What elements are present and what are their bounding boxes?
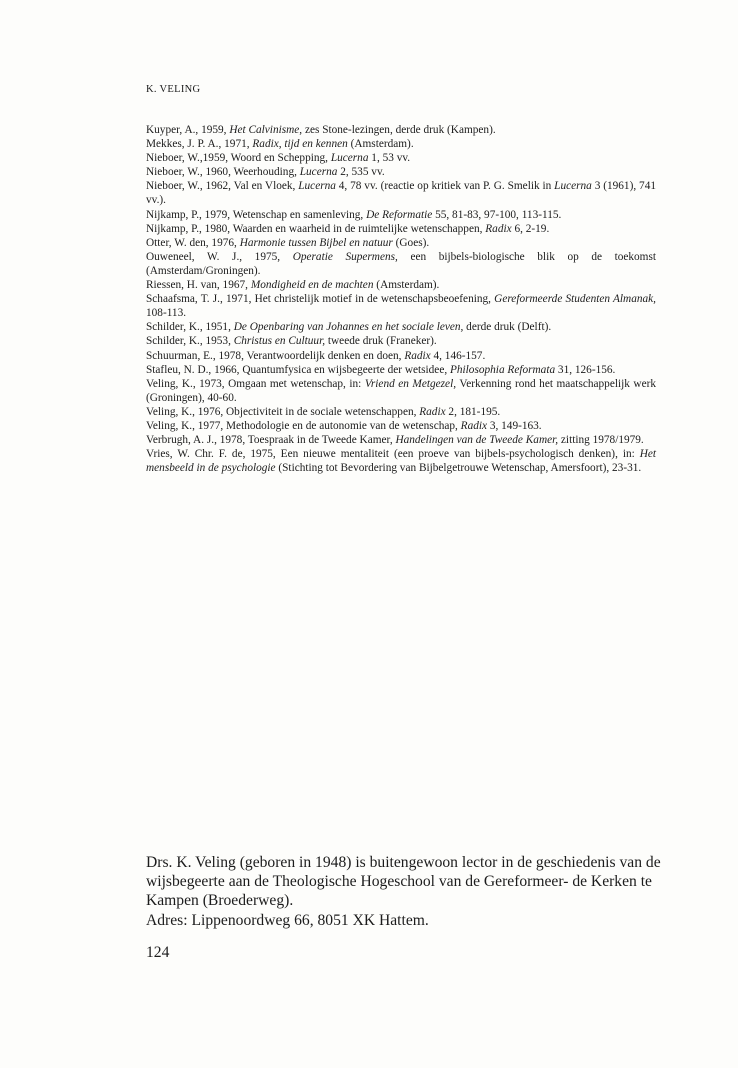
reference-text: een bijbels-biologische blik op de toekomst (Amsterdam/Groningen).: [146, 250, 657, 277]
reference-text: tweede druk (Franeker).: [325, 335, 437, 348]
reference-title-italic: Gereformeerde Studenten Almanak,: [494, 293, 656, 306]
reference-text: (Goes).: [392, 236, 430, 249]
reference-entry: [146, 165, 656, 179]
reference-text: Otter, W. den, 1976,: [146, 236, 240, 249]
reference-text: (Stichting tot Bevordering van Bijbelgetrouwe Wetenschap, Amersfoort), 23-31.: [275, 462, 642, 475]
reference-entry: [146, 447, 656, 475]
reference-text: Nieboer, W., 1962, Val en Vloek,: [146, 180, 299, 193]
reference-entry: [146, 292, 656, 320]
reference-text: Mekkes, J. P. A., 1971,: [146, 138, 253, 151]
reference-text: Verbrugh, A. J., 1978, Toespraak in de Tweede Kamer,: [146, 434, 396, 447]
page-number: 124: [146, 944, 170, 961]
reference-text: Nieboer, W.,1959, Woord en Schepping,: [146, 152, 331, 165]
reference-entry: [146, 137, 656, 151]
reference-text: Riessen, H. van, 1967,: [146, 279, 251, 292]
reference-title-italic: Vriend en Metgezel,: [364, 377, 457, 390]
reference-entry: [146, 123, 656, 137]
reference-entry: [146, 151, 656, 165]
reference-title-italic: De Openbaring van Johannes en het sociale leven,: [233, 321, 464, 334]
author-address: Adres: Lippenoordweg 66, 8051 XK Hattem.: [146, 911, 429, 929]
reference-entry: [146, 419, 656, 433]
reference-title-italic: De Reformatie: [366, 208, 433, 221]
reference-text: (Amsterdam).: [347, 138, 414, 151]
reference-title-italic: Operatie Supermens,: [292, 250, 398, 263]
reference-text: 31, 126-156.: [555, 363, 616, 376]
reference-text: Veling, K., 1976, Objectiviteit in de sociale wetenschappen,: [146, 405, 420, 418]
reference-entry: [146, 222, 656, 236]
reference-entry: [146, 363, 656, 377]
reference-title-italic: Christus en Cultuur,: [233, 335, 326, 348]
reference-text: derde druk (Delft).: [463, 321, 552, 334]
reference-title-italic: Lucerna: [298, 180, 336, 193]
reference-title-italic: Het Calvinisme: [229, 124, 300, 136]
reference-text: (Amsterdam).: [373, 279, 440, 292]
reference-text: Nieboer, W., 1960, Weerhouding,: [146, 166, 300, 179]
reference-title-italic: Radix: [419, 405, 446, 418]
reference-text: 2, 535 vv.: [337, 166, 385, 179]
reference-text: Veling, K., 1977, Methodologie en de autonomie van de wetenschap,: [146, 419, 461, 432]
reference-text: 3 (1961), 741 vv.).: [146, 180, 656, 207]
reference-title-italic: Harmonie tussen Bijbel en natuur: [239, 236, 393, 249]
reference-title-italic: Lucerna: [330, 152, 369, 165]
reference-text: , zes Stone-lezingen, derde druk (Kampen).: [299, 124, 496, 136]
reference-text: 4, 146-157.: [430, 349, 486, 362]
reference-title-italic: Lucerna: [299, 166, 338, 179]
reference-title-italic: Radix: [460, 419, 488, 432]
reference-entry: [146, 433, 656, 447]
reference-text: Nijkamp, P., 1980, Waarden en waarheid in de ruimtelijke wetenschappen,: [146, 222, 486, 235]
reference-text: 2, 181-195.: [445, 405, 501, 418]
reference-title-italic: Radix, tijd en kennen: [252, 138, 348, 151]
reference-text: Stafleu, N. D., 1966, Quantumfysica en wijsbegeerte der wetsidee,: [146, 363, 450, 376]
reference-text: 6, 2-19.: [511, 222, 550, 235]
reference-title-italic: Lucerna: [554, 180, 592, 193]
reference-entry: [146, 250, 656, 278]
reference-text: Verkenning rond het maatschappelijk werk (Groningen), 40-60.: [146, 377, 656, 404]
reference-text: Kuyper, A., 1959,: [146, 124, 230, 136]
reference-entry: [146, 334, 656, 348]
reference-entry: [146, 179, 656, 207]
reference-text: 108-113.: [146, 307, 187, 320]
reference-text: Vries, W. Chr. F. de, 1975, Een nieuwe mentaliteit (een proeve van bijbels-psychologisch denken), in:: [146, 448, 640, 461]
reference-entry: [146, 405, 656, 419]
reference-text: 55, 81-83, 97-100, 113-115.: [432, 208, 562, 221]
reference-entry: [146, 278, 656, 292]
reference-text: Schuurman, E., 1978, Verantwoordelijk denken en doen,: [146, 349, 405, 362]
reference-entry: [146, 349, 656, 363]
reference-entry: [146, 320, 656, 334]
reference-entry: [146, 208, 656, 222]
reference-text: 4, 78 vv. (reactie op kritiek van P. G. Smelik in: [335, 180, 555, 193]
author-bio-text: Drs. K. Veling (geboren in 1948) is buitengewoon lector in de geschiedenis van de wijsbegeerte aan de Theologische Hogeschool van de Gereformeer- de Kerken te Kampen (Broederweg).: [146, 854, 661, 910]
running-head: K. VELING: [146, 84, 201, 95]
reference-entry: [146, 236, 656, 250]
reference-title-italic: Handelingen van de Tweede Kamer,: [395, 434, 559, 447]
reference-text: 1, 53 vv.: [368, 152, 411, 165]
reference-title-italic: Radix: [404, 349, 431, 362]
reference-text: Schilder, K., 1951,: [146, 321, 234, 334]
reference-title-italic: Mondigheid en de machten: [250, 279, 374, 292]
reference-title-italic: Het mensbeeld in de psychologie: [146, 448, 656, 475]
reference-text: zitting 1978/1979.: [558, 434, 644, 447]
reference-list: [146, 123, 656, 475]
reference-text: 3, 149-163.: [487, 419, 542, 432]
reference-entry: [146, 377, 656, 405]
reference-title-italic: Radix: [485, 222, 512, 235]
reference-title-italic: Philosophia Reformata: [449, 363, 556, 376]
author-bio: [146, 853, 662, 930]
reference-text: Veling, K., 1973, Omgaan met wetenschap, in:: [146, 377, 365, 390]
reference-text: Nijkamp, P., 1979, Wetenschap en samenleving,: [146, 208, 367, 221]
reference-text: Schaafsma, T. J., 1971, Het christelijk motief in de wetenschapsbeoefening,: [146, 293, 495, 306]
reference-text: Schilder, K., 1953,: [146, 335, 234, 348]
reference-text: Ouweneel, W. J., 1975,: [146, 250, 293, 263]
